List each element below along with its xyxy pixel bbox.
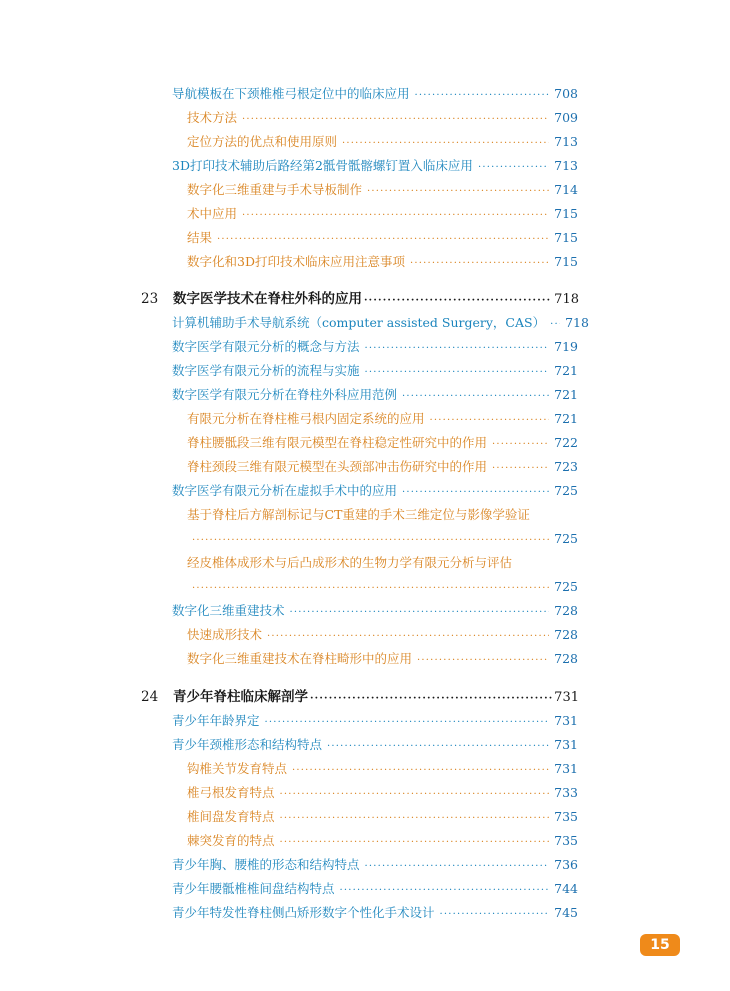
toc-entry[interactable] [187,227,578,249]
dot-leader [280,832,550,854]
toc-entry[interactable] [187,782,578,804]
toc-entry[interactable] [187,408,578,430]
toc-entry-title: 棘突发育的特点 [187,833,275,848]
toc-entry-page: 715 [554,206,578,221]
toc-entry-page: 719 [554,339,578,354]
toc-entry-title: 青少年腰骶椎椎间盘结构特点 [172,881,335,896]
dot-leader [430,410,550,432]
toc-entry[interactable] [172,710,578,732]
toc-entry-title: 椎间盘发育特点 [187,809,275,824]
dot-leader [192,530,549,552]
toc-entry[interactable] [187,830,578,852]
toc-entry-title: 数字化三维重建与手术导板制作 [187,182,363,197]
dot-leader [267,626,549,648]
dot-leader [340,880,550,902]
dot-leader [364,290,552,312]
toc-entry[interactable] [187,648,578,670]
toc-entry-title: 技术方法 [187,110,238,125]
dot-leader [292,760,549,782]
toc-entry[interactable] [172,83,578,105]
dot-leader [402,482,549,504]
dot-leader [280,808,550,830]
dot-leader [410,253,549,275]
dot-leader [415,85,550,107]
toc-entry[interactable] [172,600,578,622]
dot-leader [242,205,549,227]
toc-entry-page: 721 [554,411,578,426]
dot-leader [265,712,550,734]
toc-entry-page: 714 [554,182,578,197]
toc-entry-title: 青少年特发性脊柱侧凸矫形数字个性化手术设计 [172,905,435,920]
toc-entry-title: 有限元分析在脊柱椎弓根内固定系统的应用 [187,411,425,426]
toc-entry-continuation[interactable] [187,576,578,598]
chapter-title: 数字医学技术在脊柱外科的应用 [173,291,362,307]
toc-entry-page: 728 [554,603,578,618]
toc-entry-title: 数字医学有限元分析在虚拟手术中的应用 [172,483,398,498]
chapter-heading[interactable] [141,686,579,708]
dot-leader [492,458,549,480]
toc-entry-page: 745 [554,905,578,920]
toc-entry[interactable] [172,902,578,924]
toc-entry[interactable] [187,456,578,478]
toc-entry-page: 725 [554,579,578,594]
dot-leader [290,602,550,624]
toc-entry-page: 733 [554,785,578,800]
dot-leader [365,338,550,360]
dot-leader [367,181,549,203]
chapter-title: 青少年脊柱临床解剖学 [173,689,308,705]
toc-entry[interactable] [172,854,578,876]
toc-entry[interactable] [187,432,578,454]
toc-entry[interactable] [187,203,578,225]
dot-leader [192,578,549,600]
dot-leader [550,314,560,336]
toc-entry[interactable] [172,336,578,358]
toc-entry-title[interactable]: 基于脊柱后方解剖标记与CT重建的手术三维定位与影像学验证 [187,507,530,522]
toc-entry-title[interactable]: 经皮椎体成形术与后凸成形术的生物力学有限元分析与评估 [187,555,513,570]
toc-entry-title: 数字化三维重建技术 [172,603,285,618]
chapter-heading[interactable] [141,288,579,310]
toc-entry-title: 数字化和3D打印技术临床应用注意事项 [187,254,405,269]
toc-entry-title: 定位方法的优点和使用原则 [187,134,338,149]
toc-entry[interactable] [187,758,578,780]
chapter-page: 731 [554,690,579,705]
dot-leader [365,856,550,878]
toc-entry-title: 椎弓根发育特点 [187,785,275,800]
toc-entry-page: 735 [554,833,578,848]
dot-leader [402,386,549,408]
dot-leader [280,784,550,806]
toc-entry-page: 731 [554,713,578,728]
toc-entry[interactable] [172,360,578,382]
toc-entry[interactable] [187,107,578,129]
toc-entry-page: 715 [554,230,578,245]
toc-entry[interactable] [187,131,578,153]
dot-leader [417,650,549,672]
toc-entry-page: 713 [554,158,578,173]
toc-entry-title: 脊柱颈段三维有限元模型在头颈部冲击伤研究中的作用 [187,459,488,474]
toc-entry-page: 725 [554,483,578,498]
toc-entry-page: 708 [554,86,578,101]
toc-entry-page: 736 [554,857,578,872]
toc-entry-title: 术中应用 [187,206,238,221]
toc-entry[interactable] [172,155,578,177]
toc-entry-page: 715 [554,254,578,269]
dot-leader [327,736,549,758]
toc-entry-title: 数字医学有限元分析的流程与实施 [172,363,360,378]
toc-entry-page: 735 [554,809,578,824]
dot-leader [478,157,549,179]
toc-entry-title: 脊柱腰骶段三维有限元模型在脊柱稳定性研究中的作用 [187,435,488,450]
toc-entry-continuation[interactable] [187,528,578,550]
toc-entry-page: 731 [554,737,578,752]
toc-entry-title: 钩椎关节发育特点 [187,761,288,776]
toc-entry-page: 721 [554,363,578,378]
toc-entry[interactable] [187,624,578,646]
dot-leader [342,133,549,155]
toc-entry-page: 744 [554,881,578,896]
toc-entry[interactable] [172,480,578,502]
toc-entry-page: 725 [554,531,578,546]
toc-entry-page: 722 [554,435,578,450]
dot-leader [440,904,550,926]
toc-entry-page: 728 [554,627,578,642]
toc-entry-title: 青少年年龄界定 [172,713,260,728]
toc-entry-title: 结果 [187,230,213,245]
toc-entry-title: 快速成形技术 [187,627,263,642]
toc-entry[interactable] [172,384,578,406]
toc-entry[interactable] [187,179,578,201]
chapter-number: 24 [141,689,159,705]
toc-entry[interactable] [172,734,578,756]
page-number-badge: 15 [640,934,680,956]
dot-leader [310,688,552,710]
toc-entry-title: 数字医学有限元分析在脊柱外科应用范例 [172,387,398,402]
toc-entry-title: 3D打印技术辅助后路经第2骶骨骶髂螺钉置入临床应用 [172,158,473,173]
toc-entry-page: 721 [554,387,578,402]
toc-entry-title: 青少年胸、腰椎的形态和结构特点 [172,857,360,872]
toc-entry-title: 导航模板在下颈椎椎弓根定位中的临床应用 [172,86,410,101]
toc-entry-page: 713 [554,134,578,149]
toc-entry[interactable] [172,878,578,900]
dot-leader [217,229,549,251]
toc-entry[interactable] [187,251,578,273]
toc-entry-page: 728 [554,651,578,666]
dot-leader [492,434,549,456]
toc-entry-page: 723 [554,459,578,474]
toc-entry-title: 计算机辅助手术导航系统（computer assisted Surgery，CAS） [172,315,546,330]
toc-entry-title: 数字医学有限元分析的概念与方法 [172,339,360,354]
chapter-number: 23 [141,291,159,307]
chapter-page: 718 [554,292,579,307]
toc-entry-title: 青少年颈椎形态和结构特点 [172,737,323,752]
toc-entry-page: 718 [565,315,589,330]
dot-leader [365,362,550,384]
toc-entry[interactable] [187,806,578,828]
toc-entry-page: 731 [554,761,578,776]
toc-entry-page: 709 [554,110,578,125]
toc-entry[interactable] [172,312,589,334]
toc-entry-title: 数字化三维重建技术在脊柱畸形中的应用 [187,651,413,666]
dot-leader [242,109,549,131]
